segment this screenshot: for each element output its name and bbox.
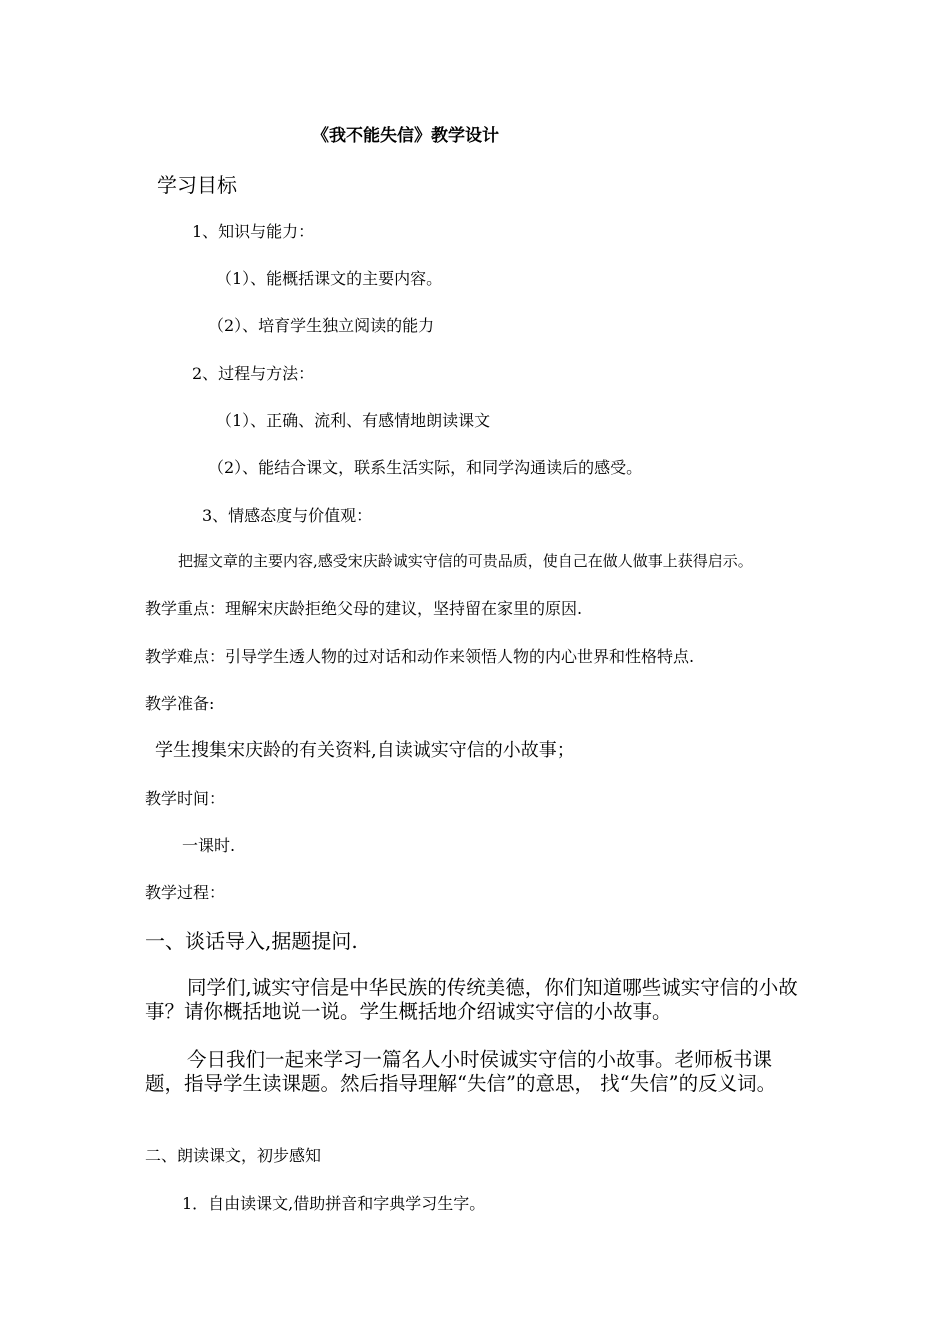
preparation-text: 学生搜集宋庆龄的有关资料,自读诚实守信的小故事；: [155, 740, 575, 761]
goal-emotion: 3、情感态度与价值观：: [202, 506, 373, 525]
time-label: 教学时间：: [145, 789, 226, 808]
goal-knowledge-2: （2）、培育学生独立阅读的能力: [208, 316, 435, 335]
process-label: 教学过程：: [145, 883, 226, 902]
step1-paragraph-1: [145, 976, 805, 1024]
step1-paragraph-1-text: 同学们,诚实守信是中华民族的传统美德，你们知道哪些诚实守信的小故事？请你概括地说一说。学生概括地介绍诚实守信的小故事。: [145, 976, 798, 1023]
time-text: 一课时.: [182, 836, 236, 855]
section-heading-goals: 学习目标: [157, 173, 237, 197]
goal-knowledge-1: （1）、能概括课文的主要内容。: [216, 269, 443, 288]
goal-process: 2、过程与方法：: [192, 364, 315, 383]
step1-title: 一、谈话导入,据题提问.: [145, 929, 358, 953]
difficult-point: 教学难点：引导学生透人物的过对话和动作来领悟人物的内心世界和性格特点.: [145, 647, 695, 666]
goal-knowledge: 1、知识与能力：: [192, 222, 315, 241]
step2-title: 二、朗读课文，初步感知: [145, 1146, 322, 1165]
goal-emotion-1: 把握文章的主要内容,感受宋庆龄诚实守信的可贵品质，使自己在做人做事上获得启示。: [178, 552, 753, 570]
step2-item-1: 1．自由读课文,借助拼音和字典学习生字。: [182, 1194, 486, 1213]
preparation-label: 教学准备:: [145, 694, 215, 713]
step1-paragraph-2-text: 今日我们一起来学习一篇名人小时侯诚实守信的小故事。老师板书课题，指导学生读课题。然后指导理解“失信”的意思， 找“失信”的反义词。: [145, 1048, 777, 1095]
key-point: 教学重点：理解宋庆龄拒绝父母的建议，坚持留在家里的原因.: [145, 599, 583, 618]
goal-process-2: （2）、能结合课文，联系生活实际，和同学沟通读后的感受。: [208, 458, 643, 477]
page-title: 《我不能失信》教学设计: [312, 126, 499, 146]
goal-process-1: （1）、正确、流利、有感情地朗读课文: [216, 411, 491, 430]
step1-paragraph-2: [145, 1048, 805, 1096]
